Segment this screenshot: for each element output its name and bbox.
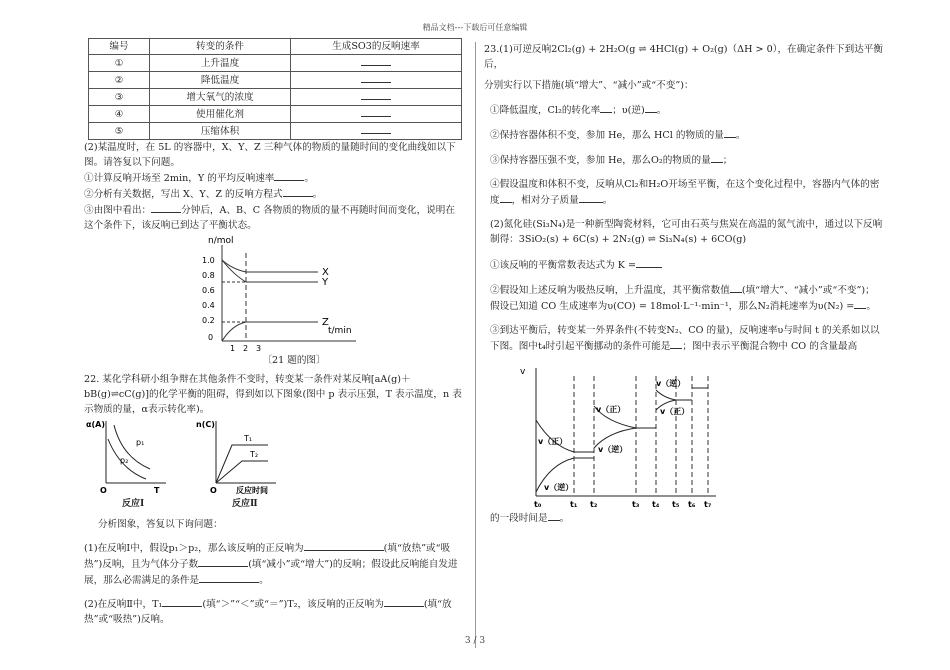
q23-item1: ①降低温度，Cl₂的转化率 ；υ(逆) 。	[484, 102, 884, 118]
row-condition: 上升温度	[150, 55, 291, 72]
q23-j2: ②假设知上述反响为吸热反响，上升温度，其平衡常数值 (填“增大”、“减小”或“不变”)；假设已知道 CO 生成速率为υ(CO) = 18mol·L⁻¹·min⁻¹，那么N₂消耗速率为υ(N₂) = 。	[484, 282, 884, 314]
q22-analysis: 分析图象，答复以下询问题：	[98, 519, 223, 530]
x-axis-label: t/min	[328, 326, 352, 336]
q23-part2-intro: (2)氮化硅(Si₃N₄)是一种新型陶瓷材料，它可由石英与焦炭在高温的氮气流中，通过以下反响制得：3SiO₂(s) + 6C(s) + 2N₂(g) ⇌ Si₃N₄(s) + 6CO(g)	[490, 219, 883, 245]
fig1-caption: 反应Ⅰ	[122, 499, 145, 509]
q22-part1: (1)在反响Ⅰ中，假设p₁＞p₂，那么该反响的正反响为 (填“放热”或“吸热”)反响，且为气体分子数 (填“减小”或“增大”)的反响；假设此反响能自发进展，那么必需满足的条件是 。	[84, 540, 464, 588]
page-header: 精品文档---下载后可任意编辑	[422, 23, 528, 32]
q23-instruction: 分别实行以下措施(填“增大”、“减小”或“不变”)：	[484, 80, 694, 91]
curve-z	[222, 322, 318, 341]
table-row	[89, 55, 462, 72]
fig2-ylabel: n(C)	[196, 420, 215, 429]
left-column	[84, 38, 464, 627]
q21-s3: ③由图中看出： 分钟后，A、B、C 各物质的物质的量不再随时间而变化，说明在这个条件下，该反响已到达了平衡状态。	[84, 202, 464, 233]
label-v-reverse: v（逆）	[656, 379, 686, 388]
row-number: ①	[89, 55, 150, 72]
q23-item4: ④假设温度和体积不变，反响从Cl₂和H₂O开场至平衡，在这个变化过程中，容器内气体的密度 ，相对分子质量 。	[490, 179, 880, 206]
q23-j1: ①该反响的平衡常数表达式为 K =	[484, 257, 884, 273]
q23-j4: 的一段时间是 。	[484, 510, 884, 526]
y-axis-label: n/mol	[208, 236, 234, 246]
y-tick: 0.2	[202, 316, 215, 325]
rate-table	[88, 38, 462, 140]
t-tick: t₅	[672, 500, 680, 508]
row-condition: 使用催化剂	[150, 106, 291, 123]
page-number: 3 / 3	[464, 636, 486, 646]
y-tick: 0.4	[202, 301, 215, 310]
y-tick: 0	[208, 333, 214, 342]
xyz-graph	[84, 233, 464, 353]
fig1-origin: O	[100, 486, 107, 495]
fig2-label-t2: T₂	[250, 450, 259, 459]
answer-blank	[291, 55, 462, 72]
label-z: Z	[322, 317, 329, 328]
label-v-reverse: v（逆）	[598, 445, 628, 454]
figure-caption: 〔21 题的图〕	[262, 355, 326, 366]
answer-blank	[291, 106, 462, 123]
row-number: ④	[89, 106, 150, 123]
fig2-curve-t1	[216, 445, 268, 483]
table-header-row	[89, 39, 462, 55]
curve-y	[222, 260, 318, 282]
curve-v-reverse-3	[656, 390, 676, 400]
table-row	[89, 123, 462, 140]
y-tick: 0.8	[202, 271, 215, 280]
row-number: ③	[89, 89, 150, 106]
y-tick: 1.0	[202, 256, 215, 265]
fig1-ylabel: α(A)	[86, 420, 105, 429]
q21-s2: ②分析有关数据，写出 X、Y、Z 的反响方程式 。	[84, 186, 464, 202]
column-divider	[475, 42, 476, 648]
fig2-label-t1: T₁	[244, 434, 253, 443]
answer-blank	[291, 72, 462, 89]
q23-item3: ③保持容器压强不变，参加 He，那么O₂的物质的量 ；	[484, 152, 884, 168]
figure-reaction-2	[196, 420, 276, 495]
curve-x	[222, 260, 318, 272]
t-tick: t₃	[632, 500, 640, 508]
label-y: Y	[322, 277, 329, 288]
row-condition: 降低温度	[150, 72, 291, 89]
x-tick: 3	[256, 344, 262, 353]
label-v-forward: v（正）	[660, 407, 690, 416]
curve-v-forward	[536, 420, 574, 452]
q23-intro: 23.(1)可逆反响2Cl₂(g) + 2H₂O(g ⇌ 4HCl(g) + O₂(g)（ΔH > 0），在确定条件下到达平衡后，	[484, 44, 883, 70]
y-tick: 0.6	[202, 286, 215, 295]
reaction-figures	[84, 417, 464, 497]
fig2-xlabel: 反应时间	[236, 486, 268, 495]
fig1-xlabel: T	[154, 486, 160, 495]
fig1-label-p2: p₂	[120, 456, 129, 465]
t-tick: t₇	[704, 500, 712, 508]
label-x: X	[322, 267, 329, 278]
t-tick: t₆	[688, 500, 696, 508]
table-row	[89, 89, 462, 106]
row-number: ⑤	[89, 123, 150, 140]
answer-blank	[291, 123, 462, 140]
row-number: ②	[89, 72, 150, 89]
x-tick: 1	[230, 344, 236, 353]
right-column	[484, 38, 884, 526]
table-header: 转变的条件	[150, 39, 291, 55]
q22-intro: 22. 某化学科研小组争辩在其他条件不变时，转变某一条件对某反响[aA(g)＋bB(g)⇌cC(g)]的化学平衡的阻碍，得到如以下图象(图中 p 表示压强，T 表示温度，n 表示物质的量，α表示转化率)。	[84, 374, 462, 415]
q21-intro: (2)某温度时，在 5L 的容器中，X、Y、Z 三种气体的物质的量随时间的变化曲线如以下图。请答复以下问题。	[84, 142, 456, 168]
x-tick: 2	[243, 344, 249, 353]
figure-reaction-1	[86, 420, 166, 495]
rate-time-graph	[484, 358, 884, 508]
figure-captions-row	[84, 497, 464, 509]
row-condition: 压缩体积	[150, 123, 291, 140]
table-header: 生成SO3的反响速率	[291, 39, 462, 55]
t-tick: t₂	[590, 500, 598, 508]
label-v-forward: v（正）	[538, 437, 568, 446]
fig1-label-p1: p₁	[136, 438, 145, 447]
q22-part2: (2)在反响Ⅱ中，T₁ (填“＞”“＜”或“＝”)T₂，该反响的正反响为 (填“放热”或“吸热”)反响。	[84, 596, 464, 627]
t-tick: t₄	[652, 500, 660, 508]
t-tick: t₁	[570, 500, 578, 508]
table-header: 编号	[89, 39, 150, 55]
table-row	[89, 106, 462, 123]
label-v-forward: v（正）	[596, 405, 626, 414]
label-v-reverse: v（逆）	[544, 483, 574, 492]
q21-s1: ①计算反响开场至 2min，Y 的平均反响速率 。	[84, 170, 464, 186]
t-tick: t₀	[534, 500, 542, 508]
v-axis-label: v	[520, 367, 526, 377]
row-condition: 增大氧气的浓度	[150, 89, 291, 106]
q23-item2: ②保持容器体积不变，参加 He，那么 HCl 的物质的量 。	[484, 127, 884, 143]
answer-blank	[291, 89, 462, 106]
table-row	[89, 72, 462, 89]
q23-j3: ③到达平衡后，转变某一外界条件(不转变N₂、CO 的量)，反响速率υ与时间 t 的关系如以以下图。图中t₄时引起平衡挪动的条件可能是 ；图中表示平衡混合物中 CO 的含量最高	[490, 325, 880, 352]
fig2-caption: 反应Ⅱ	[232, 499, 258, 509]
fig2-origin: O	[210, 486, 217, 495]
